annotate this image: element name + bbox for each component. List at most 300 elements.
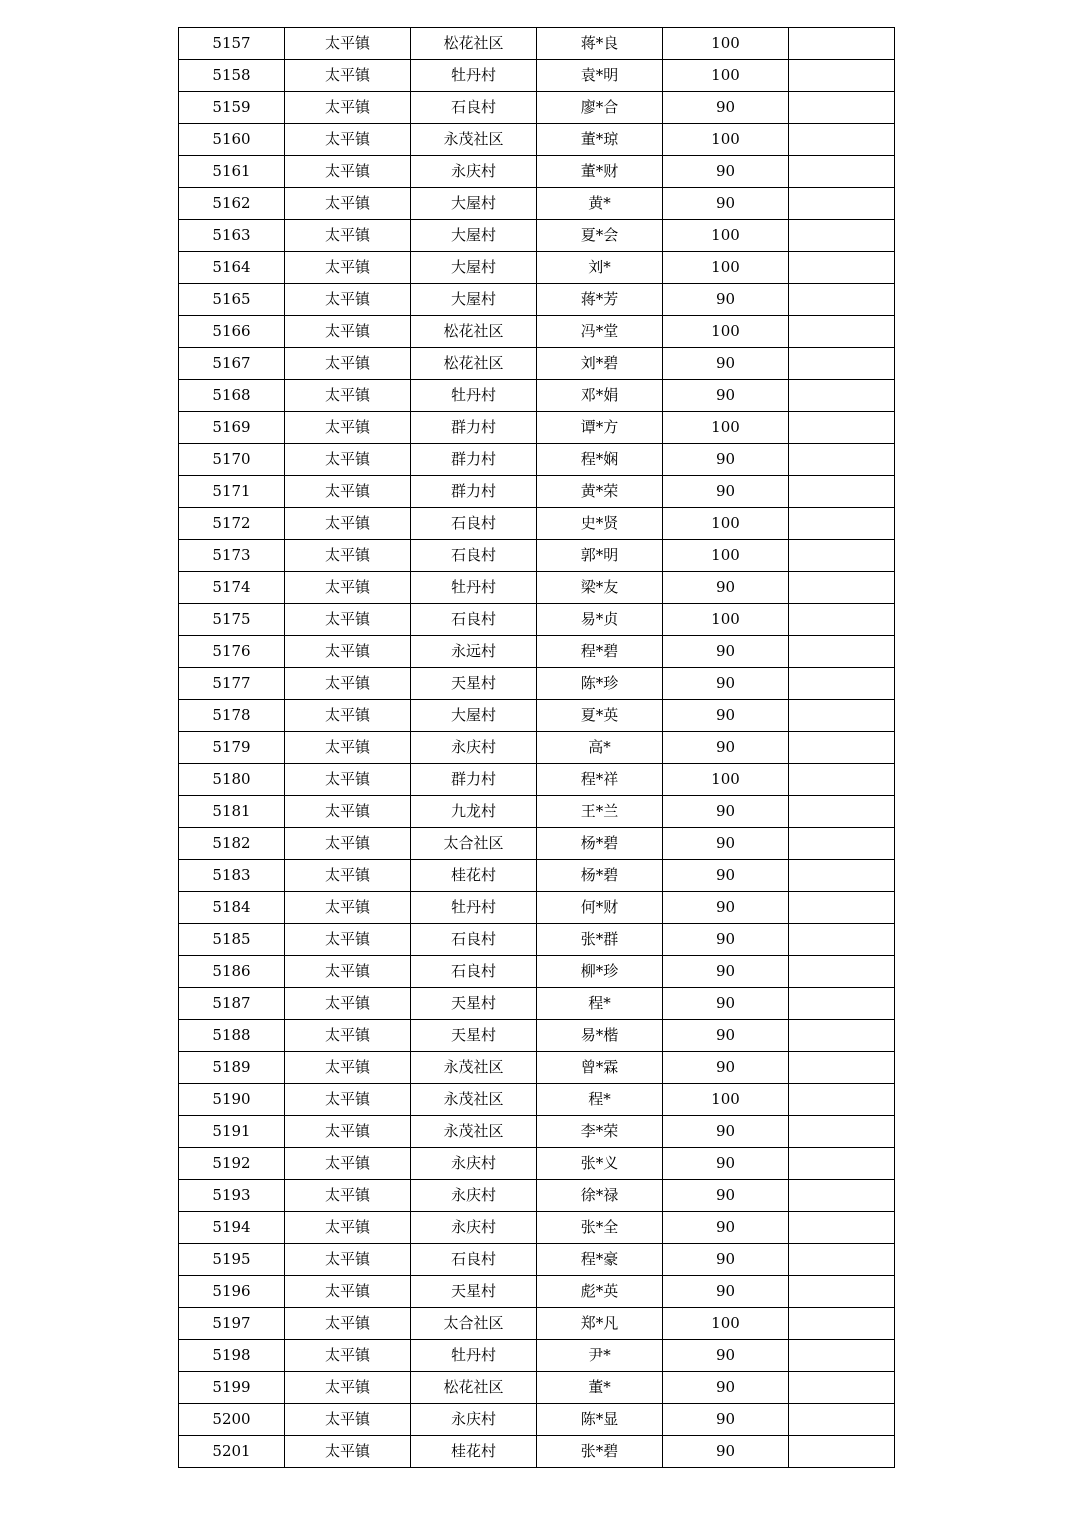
roster-table-body: [179, 28, 895, 1468]
remark-cell: [789, 892, 895, 924]
name-cell: 董*财: [537, 156, 663, 188]
amount-cell: 90: [663, 1340, 789, 1372]
name-cell: 柳*珍: [537, 956, 663, 988]
table-row: [179, 700, 895, 732]
town-cell: 太平镇: [285, 668, 411, 700]
remark-cell: [789, 220, 895, 252]
amount-cell: 90: [663, 988, 789, 1020]
serial-number-cell: 5199: [179, 1372, 285, 1404]
remark-cell: [789, 60, 895, 92]
village-cell: 牡丹村: [411, 60, 537, 92]
amount-cell: 100: [663, 28, 789, 60]
table-row: [179, 1276, 895, 1308]
town-cell: 太平镇: [285, 1372, 411, 1404]
amount-cell: 90: [663, 1436, 789, 1468]
amount-cell: 90: [663, 476, 789, 508]
village-cell: 太合社区: [411, 1308, 537, 1340]
village-cell: 桂花村: [411, 860, 537, 892]
town-cell: 太平镇: [285, 540, 411, 572]
village-cell: 牡丹村: [411, 892, 537, 924]
remark-cell: [789, 860, 895, 892]
serial-number-cell: 5160: [179, 124, 285, 156]
village-cell: 牡丹村: [411, 1340, 537, 1372]
amount-cell: 90: [663, 924, 789, 956]
town-cell: 太平镇: [285, 444, 411, 476]
remark-cell: [789, 1116, 895, 1148]
town-cell: 太平镇: [285, 380, 411, 412]
remark-cell: [789, 444, 895, 476]
amount-cell: 90: [663, 1052, 789, 1084]
village-cell: 大屋村: [411, 700, 537, 732]
amount-cell: 90: [663, 636, 789, 668]
table-row: [179, 28, 895, 60]
town-cell: 太平镇: [285, 476, 411, 508]
name-cell: 徐*禄: [537, 1180, 663, 1212]
table-row: [179, 604, 895, 636]
remark-cell: [789, 28, 895, 60]
village-cell: 松花社区: [411, 348, 537, 380]
town-cell: 太平镇: [285, 28, 411, 60]
amount-cell: 90: [663, 1372, 789, 1404]
town-cell: 太平镇: [285, 1148, 411, 1180]
village-cell: 松花社区: [411, 316, 537, 348]
town-cell: 太平镇: [285, 1180, 411, 1212]
table-row: [179, 1308, 895, 1340]
table-row: [179, 60, 895, 92]
serial-number-cell: 5190: [179, 1084, 285, 1116]
village-cell: 太合社区: [411, 828, 537, 860]
name-cell: 郭*明: [537, 540, 663, 572]
table-row: [179, 412, 895, 444]
name-cell: 蒋*芳: [537, 284, 663, 316]
amount-cell: 100: [663, 604, 789, 636]
town-cell: 太平镇: [285, 220, 411, 252]
town-cell: 太平镇: [285, 1212, 411, 1244]
town-cell: 太平镇: [285, 764, 411, 796]
name-cell: 袁*明: [537, 60, 663, 92]
table-row: [179, 380, 895, 412]
village-cell: 天星村: [411, 1020, 537, 1052]
name-cell: 夏*会: [537, 220, 663, 252]
table-row: [179, 1340, 895, 1372]
village-cell: 石良村: [411, 508, 537, 540]
serial-number-cell: 5179: [179, 732, 285, 764]
village-cell: 牡丹村: [411, 380, 537, 412]
name-cell: 彪*英: [537, 1276, 663, 1308]
village-cell: 天星村: [411, 1276, 537, 1308]
remark-cell: [789, 1340, 895, 1372]
town-cell: 太平镇: [285, 1436, 411, 1468]
remark-cell: [789, 156, 895, 188]
serial-number-cell: 5171: [179, 476, 285, 508]
table-row: [179, 124, 895, 156]
serial-number-cell: 5200: [179, 1404, 285, 1436]
village-cell: 石良村: [411, 924, 537, 956]
town-cell: 太平镇: [285, 1244, 411, 1276]
town-cell: 太平镇: [285, 636, 411, 668]
serial-number-cell: 5170: [179, 444, 285, 476]
amount-cell: 90: [663, 1212, 789, 1244]
remark-cell: [789, 508, 895, 540]
town-cell: 太平镇: [285, 1116, 411, 1148]
village-cell: 永茂社区: [411, 1084, 537, 1116]
serial-number-cell: 5197: [179, 1308, 285, 1340]
amount-cell: 90: [663, 284, 789, 316]
serial-number-cell: 5186: [179, 956, 285, 988]
name-cell: 夏*英: [537, 700, 663, 732]
amount-cell: 90: [663, 828, 789, 860]
remark-cell: [789, 540, 895, 572]
town-cell: 太平镇: [285, 156, 411, 188]
serial-number-cell: 5189: [179, 1052, 285, 1084]
table-row: [179, 828, 895, 860]
serial-number-cell: 5177: [179, 668, 285, 700]
village-cell: 永庆村: [411, 732, 537, 764]
serial-number-cell: 5162: [179, 188, 285, 220]
table-row: [179, 1116, 895, 1148]
name-cell: 尹*: [537, 1340, 663, 1372]
town-cell: 太平镇: [285, 508, 411, 540]
table-row: [179, 668, 895, 700]
village-cell: 松花社区: [411, 1372, 537, 1404]
table-row: [179, 764, 895, 796]
remark-cell: [789, 700, 895, 732]
table-row: [179, 636, 895, 668]
amount-cell: 90: [663, 1148, 789, 1180]
name-cell: 董*琼: [537, 124, 663, 156]
village-cell: 永庆村: [411, 1148, 537, 1180]
table-row: [179, 1404, 895, 1436]
village-cell: 石良村: [411, 956, 537, 988]
amount-cell: 90: [663, 1276, 789, 1308]
amount-cell: 90: [663, 1116, 789, 1148]
serial-number-cell: 5173: [179, 540, 285, 572]
town-cell: 太平镇: [285, 604, 411, 636]
village-cell: 天星村: [411, 988, 537, 1020]
remark-cell: [789, 1084, 895, 1116]
amount-cell: 90: [663, 732, 789, 764]
serial-number-cell: 5167: [179, 348, 285, 380]
village-cell: 大屋村: [411, 220, 537, 252]
town-cell: 太平镇: [285, 1084, 411, 1116]
serial-number-cell: 5176: [179, 636, 285, 668]
name-cell: 杨*碧: [537, 828, 663, 860]
amount-cell: 90: [663, 860, 789, 892]
serial-number-cell: 5184: [179, 892, 285, 924]
town-cell: 太平镇: [285, 284, 411, 316]
serial-number-cell: 5168: [179, 380, 285, 412]
serial-number-cell: 5193: [179, 1180, 285, 1212]
amount-cell: 100: [663, 1084, 789, 1116]
name-cell: 刘*碧: [537, 348, 663, 380]
town-cell: 太平镇: [285, 732, 411, 764]
amount-cell: 90: [663, 796, 789, 828]
name-cell: 李*荣: [537, 1116, 663, 1148]
table-row: [179, 860, 895, 892]
town-cell: 太平镇: [285, 412, 411, 444]
table-row: [179, 284, 895, 316]
name-cell: 张*义: [537, 1148, 663, 1180]
village-cell: 群力村: [411, 476, 537, 508]
name-cell: 程*娴: [537, 444, 663, 476]
village-cell: 石良村: [411, 604, 537, 636]
remark-cell: [789, 604, 895, 636]
amount-cell: 100: [663, 252, 789, 284]
amount-cell: 90: [663, 1180, 789, 1212]
remark-cell: [789, 1148, 895, 1180]
name-cell: 程*豪: [537, 1244, 663, 1276]
town-cell: 太平镇: [285, 828, 411, 860]
name-cell: 廖*合: [537, 92, 663, 124]
name-cell: 梁*友: [537, 572, 663, 604]
village-cell: 石良村: [411, 540, 537, 572]
amount-cell: 90: [663, 1404, 789, 1436]
village-cell: 永庆村: [411, 1404, 537, 1436]
serial-number-cell: 5175: [179, 604, 285, 636]
village-cell: 永远村: [411, 636, 537, 668]
table-row: [179, 572, 895, 604]
table-row: [179, 1436, 895, 1468]
name-cell: 程*: [537, 988, 663, 1020]
table-row: [179, 892, 895, 924]
name-cell: 冯*堂: [537, 316, 663, 348]
remark-cell: [789, 828, 895, 860]
amount-cell: 100: [663, 540, 789, 572]
amount-cell: 100: [663, 316, 789, 348]
serial-number-cell: 5191: [179, 1116, 285, 1148]
village-cell: 群力村: [411, 444, 537, 476]
amount-cell: 90: [663, 892, 789, 924]
serial-number-cell: 5182: [179, 828, 285, 860]
name-cell: 黄*荣: [537, 476, 663, 508]
table-row: [179, 540, 895, 572]
serial-number-cell: 5192: [179, 1148, 285, 1180]
serial-number-cell: 5164: [179, 252, 285, 284]
village-cell: 大屋村: [411, 252, 537, 284]
name-cell: 史*贤: [537, 508, 663, 540]
village-cell: 永茂社区: [411, 124, 537, 156]
name-cell: 郑*凡: [537, 1308, 663, 1340]
remark-cell: [789, 284, 895, 316]
serial-number-cell: 5166: [179, 316, 285, 348]
table-row: [179, 988, 895, 1020]
town-cell: 太平镇: [285, 1308, 411, 1340]
serial-number-cell: 5194: [179, 1212, 285, 1244]
remark-cell: [789, 380, 895, 412]
serial-number-cell: 5157: [179, 28, 285, 60]
name-cell: 曾*霖: [537, 1052, 663, 1084]
table-row: [179, 732, 895, 764]
name-cell: 易*贞: [537, 604, 663, 636]
name-cell: 张*碧: [537, 1436, 663, 1468]
table-row: [179, 1212, 895, 1244]
serial-number-cell: 5178: [179, 700, 285, 732]
name-cell: 谭*方: [537, 412, 663, 444]
town-cell: 太平镇: [285, 956, 411, 988]
village-cell: 天星村: [411, 668, 537, 700]
town-cell: 太平镇: [285, 316, 411, 348]
amount-cell: 90: [663, 1244, 789, 1276]
town-cell: 太平镇: [285, 988, 411, 1020]
remark-cell: [789, 1276, 895, 1308]
remark-cell: [789, 668, 895, 700]
serial-number-cell: 5196: [179, 1276, 285, 1308]
town-cell: 太平镇: [285, 572, 411, 604]
village-cell: 大屋村: [411, 284, 537, 316]
remark-cell: [789, 1404, 895, 1436]
amount-cell: 100: [663, 220, 789, 252]
town-cell: 太平镇: [285, 1020, 411, 1052]
serial-number-cell: 5174: [179, 572, 285, 604]
remark-cell: [789, 924, 895, 956]
town-cell: 太平镇: [285, 124, 411, 156]
serial-number-cell: 5195: [179, 1244, 285, 1276]
village-cell: 松花社区: [411, 28, 537, 60]
town-cell: 太平镇: [285, 892, 411, 924]
town-cell: 太平镇: [285, 348, 411, 380]
amount-cell: 90: [663, 700, 789, 732]
amount-cell: 90: [663, 156, 789, 188]
remark-cell: [789, 572, 895, 604]
town-cell: 太平镇: [285, 1404, 411, 1436]
village-cell: 永茂社区: [411, 1116, 537, 1148]
town-cell: 太平镇: [285, 860, 411, 892]
town-cell: 太平镇: [285, 796, 411, 828]
remark-cell: [789, 1244, 895, 1276]
remark-cell: [789, 1212, 895, 1244]
table-row: [179, 1148, 895, 1180]
serial-number-cell: 5169: [179, 412, 285, 444]
table-row: [179, 1244, 895, 1276]
table-row: [179, 1052, 895, 1084]
table-row: [179, 796, 895, 828]
table-row: [179, 924, 895, 956]
amount-cell: 100: [663, 124, 789, 156]
village-cell: 九龙村: [411, 796, 537, 828]
name-cell: 邓*娟: [537, 380, 663, 412]
amount-cell: 100: [663, 1308, 789, 1340]
amount-cell: 90: [663, 1020, 789, 1052]
amount-cell: 90: [663, 572, 789, 604]
serial-number-cell: 5163: [179, 220, 285, 252]
serial-number-cell: 5158: [179, 60, 285, 92]
village-cell: 群力村: [411, 764, 537, 796]
remark-cell: [789, 316, 895, 348]
amount-cell: 100: [663, 764, 789, 796]
town-cell: 太平镇: [285, 188, 411, 220]
serial-number-cell: 5201: [179, 1436, 285, 1468]
serial-number-cell: 5180: [179, 764, 285, 796]
remark-cell: [789, 1372, 895, 1404]
name-cell: 张*全: [537, 1212, 663, 1244]
town-cell: 太平镇: [285, 1340, 411, 1372]
table-row: [179, 188, 895, 220]
table-row: [179, 508, 895, 540]
town-cell: 太平镇: [285, 1276, 411, 1308]
name-cell: 蒋*良: [537, 28, 663, 60]
town-cell: 太平镇: [285, 60, 411, 92]
remark-cell: [789, 252, 895, 284]
table-row: [179, 220, 895, 252]
name-cell: 程*: [537, 1084, 663, 1116]
table-row: [179, 252, 895, 284]
remark-cell: [789, 92, 895, 124]
remark-cell: [789, 636, 895, 668]
serial-number-cell: 5188: [179, 1020, 285, 1052]
town-cell: 太平镇: [285, 252, 411, 284]
amount-cell: 90: [663, 348, 789, 380]
town-cell: 太平镇: [285, 924, 411, 956]
amount-cell: 100: [663, 508, 789, 540]
table-row: [179, 1180, 895, 1212]
table-row: [179, 1020, 895, 1052]
table-row: [179, 348, 895, 380]
village-cell: 牡丹村: [411, 572, 537, 604]
remark-cell: [789, 956, 895, 988]
serial-number-cell: 5183: [179, 860, 285, 892]
name-cell: 黄*: [537, 188, 663, 220]
amount-cell: 90: [663, 188, 789, 220]
remark-cell: [789, 348, 895, 380]
table-row: [179, 1084, 895, 1116]
remark-cell: [789, 1180, 895, 1212]
amount-cell: 100: [663, 412, 789, 444]
name-cell: 陈*显: [537, 1404, 663, 1436]
remark-cell: [789, 1052, 895, 1084]
village-cell: 群力村: [411, 412, 537, 444]
village-cell: 永茂社区: [411, 1052, 537, 1084]
amount-cell: 90: [663, 668, 789, 700]
roster-table: [178, 27, 895, 1468]
remark-cell: [789, 764, 895, 796]
amount-cell: 90: [663, 92, 789, 124]
remark-cell: [789, 188, 895, 220]
village-cell: 大屋村: [411, 188, 537, 220]
remark-cell: [789, 1308, 895, 1340]
remark-cell: [789, 796, 895, 828]
serial-number-cell: 5198: [179, 1340, 285, 1372]
serial-number-cell: 5185: [179, 924, 285, 956]
name-cell: 董*: [537, 1372, 663, 1404]
table-row: [179, 156, 895, 188]
remark-cell: [789, 732, 895, 764]
remark-cell: [789, 1020, 895, 1052]
name-cell: 杨*碧: [537, 860, 663, 892]
serial-number-cell: 5161: [179, 156, 285, 188]
remark-cell: [789, 412, 895, 444]
table-row: [179, 444, 895, 476]
table-row: [179, 92, 895, 124]
village-cell: 永庆村: [411, 1180, 537, 1212]
name-cell: 易*楷: [537, 1020, 663, 1052]
table-row: [179, 1372, 895, 1404]
serial-number-cell: 5159: [179, 92, 285, 124]
serial-number-cell: 5181: [179, 796, 285, 828]
name-cell: 王*兰: [537, 796, 663, 828]
name-cell: 张*群: [537, 924, 663, 956]
village-cell: 石良村: [411, 92, 537, 124]
serial-number-cell: 5165: [179, 284, 285, 316]
village-cell: 石良村: [411, 1244, 537, 1276]
amount-cell: 90: [663, 380, 789, 412]
serial-number-cell: 5172: [179, 508, 285, 540]
remark-cell: [789, 988, 895, 1020]
table-row: [179, 956, 895, 988]
name-cell: 刘*: [537, 252, 663, 284]
town-cell: 太平镇: [285, 92, 411, 124]
amount-cell: 90: [663, 444, 789, 476]
amount-cell: 90: [663, 956, 789, 988]
